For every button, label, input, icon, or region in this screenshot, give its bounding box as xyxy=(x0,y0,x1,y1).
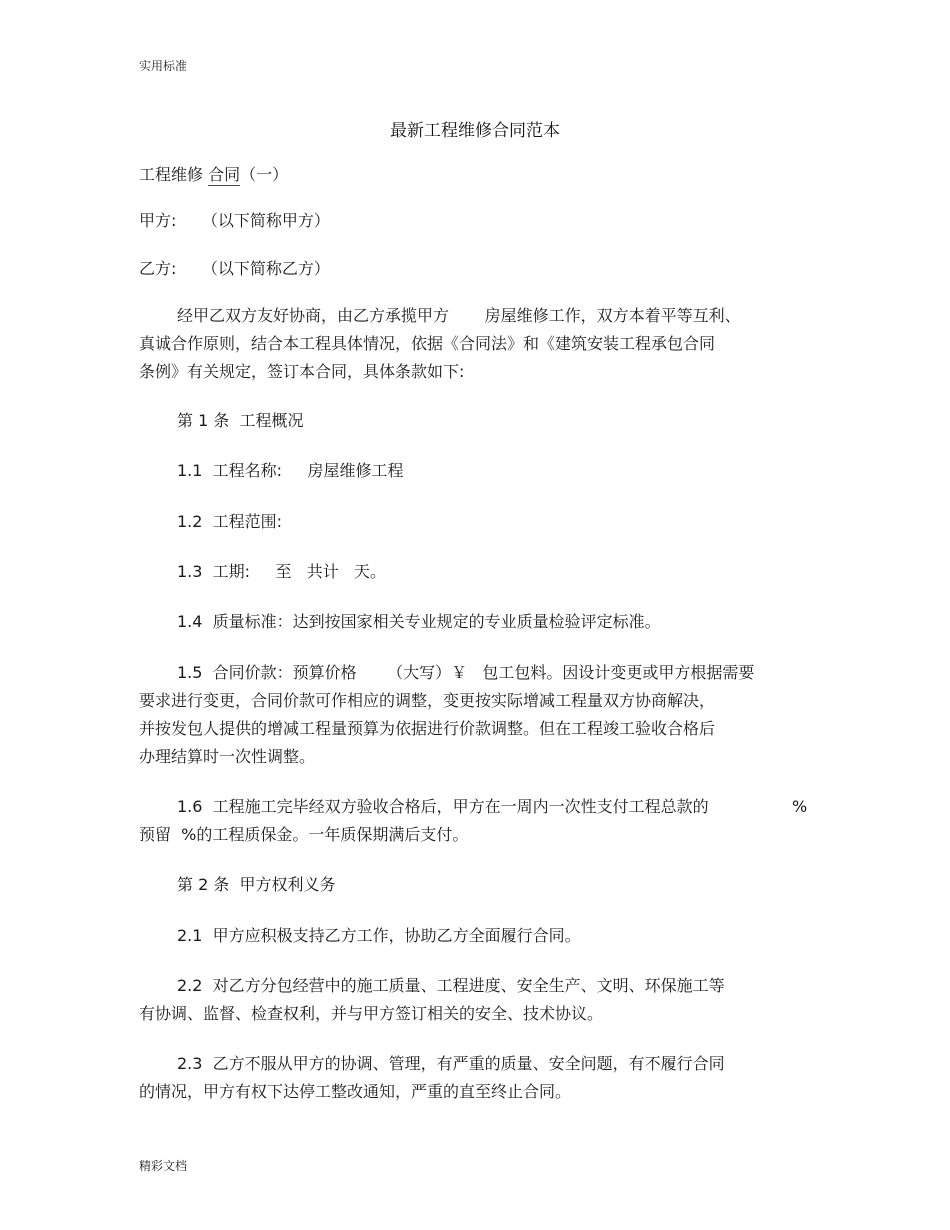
clause-2-2-line: 2.2 对乙方分包经营中的施工质量、工程进度、安全生产、文明、环保施工等 xyxy=(177,976,725,995)
page-footer: 精彩文档 xyxy=(139,1159,188,1173)
clause-2-3-line: 2.3 乙方不服从甲方的协调、管理，有严重的质量、安全问题，有不履行合同 xyxy=(177,1054,725,1073)
contract-subtitle xyxy=(139,165,288,185)
clause-2-1: 2.1 甲方应积极支持乙方工作，协助乙方全面履行合同。 xyxy=(177,926,581,945)
clause-2-2-line: 有协调、监督、检查权利，并与甲方签订相关的安全、技术协议。 xyxy=(139,1004,604,1023)
subtitle-suffix: （一） xyxy=(240,165,289,184)
article-1-title: 第 1 条 工程概况 xyxy=(177,411,304,430)
clause-1-5-line: 办理结算时一次性调整。 xyxy=(139,747,316,766)
intro-line: 经甲乙双方友好协商，由乙方承揽甲方 房屋维修工作，双方本着平等互利、 xyxy=(177,306,741,325)
intro-line: 真诚合作原则，结合本工程具体情况，依据《合同法》和《建筑安装工程承包合同 xyxy=(139,334,716,353)
clause-1-6-line: 1.6 工程施工完毕经双方验收合格后，甲方在一周内一次性支付工程总款的 xyxy=(177,797,709,816)
document-title: 最新工程维修合同范本 xyxy=(390,121,560,141)
contract-link[interactable]: 合同 xyxy=(208,165,241,184)
clause-1-4: 1.4 质量标准：达到按国家相关专业规定的专业质量检验评定标准。 xyxy=(177,612,661,631)
clause-1-5-line: 并按发包人提供的增减工程量预算为依据进行价款调整。但在工程竣工验收合格后 xyxy=(139,719,716,738)
clause-1-6-line: 预留 %的工程质保金。一年质保期满后支付。 xyxy=(139,825,469,844)
percent-sign: % xyxy=(792,797,808,816)
clause-1-5-line: 要求进行变更，合同价款可作相应的调整，变更按实际增减工程量双方协商解决， xyxy=(139,691,716,710)
clause-1-2: 1.2 工程范围: xyxy=(177,512,283,531)
party-b-line: 乙方: （以下简称乙方） xyxy=(139,259,330,278)
clause-1-5-line: 1.5 合同价款：预算价格 （大写）￥ 包工包料。因设计变更或甲方根据需要 xyxy=(177,663,755,682)
clause-2-3-line: 的情况，甲方有权下达停工整改通知，严重的直至终止合同。 xyxy=(139,1082,572,1101)
article-2-title: 第 2 条 甲方权利义务 xyxy=(177,875,336,894)
page-header: 实用标准 xyxy=(139,59,188,73)
party-a-line: 甲方: （以下简称甲方） xyxy=(139,211,330,230)
intro-line: 条例》有关规定，签订本合同，具体条款如下: xyxy=(139,362,465,381)
clause-1-3: 1.3 工期: 至 共计 天。 xyxy=(177,562,386,581)
subtitle-prefix: 工程维修 xyxy=(139,165,209,184)
clause-1-1: 1.1 工程名称: 房屋维修工程 xyxy=(177,461,404,480)
